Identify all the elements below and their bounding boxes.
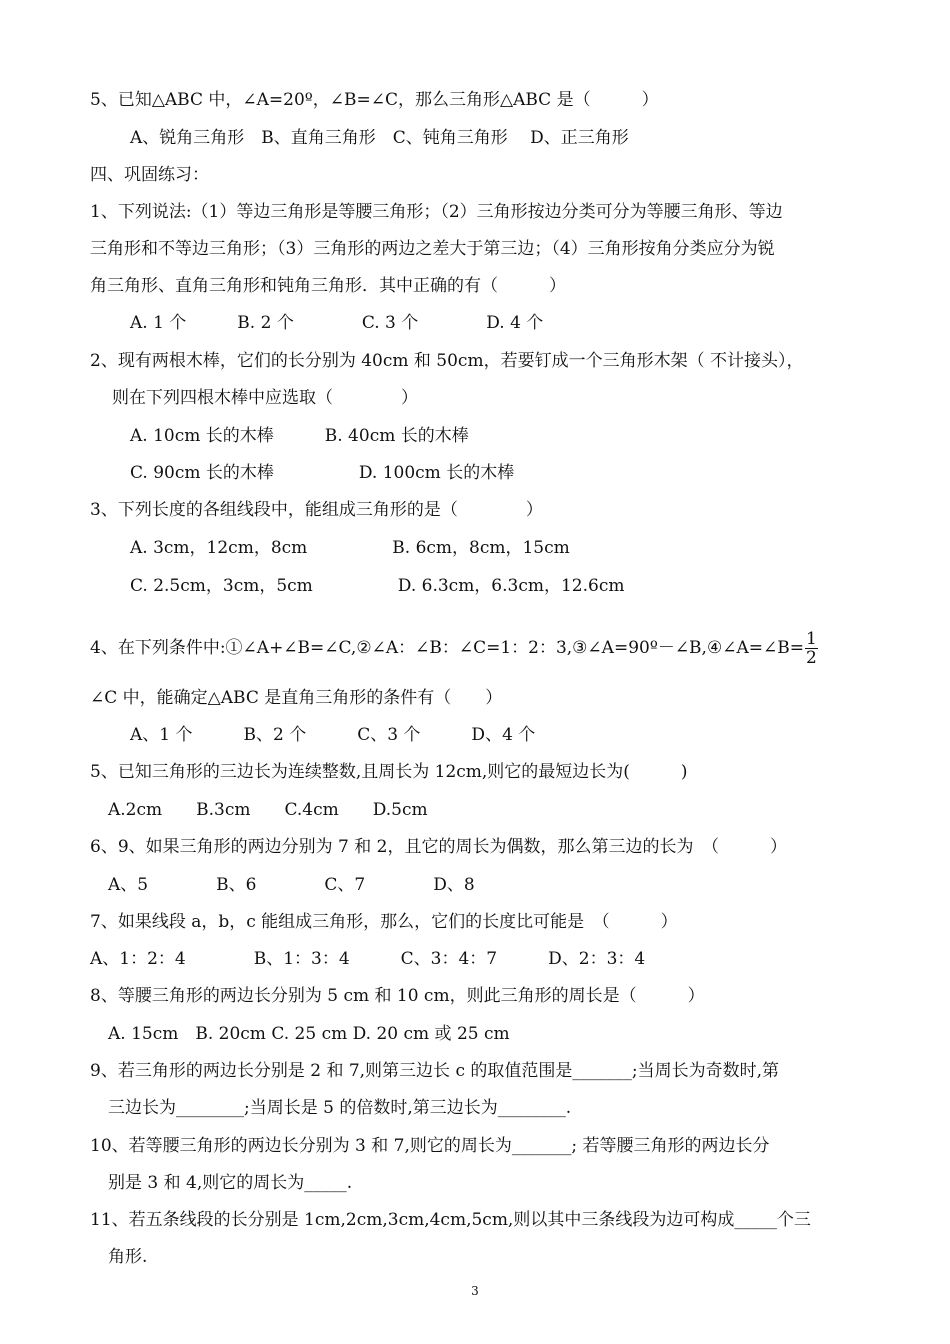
fraction-denominator: 2 <box>805 648 817 668</box>
exercise-1-line-3: 角三角形、直角三角形和钝角三角形．其中正确的有（ ） <box>90 276 566 296</box>
exercise-10-line-1: 10、若等腰三角形的两边长分别为 3 和 7,则它的周长为_______; 若等腰三角形的两边长分 <box>90 1136 770 1156</box>
exercise-7-options: A、1：2：4 B、1：3：4 C、3：4：7 D、2：3：4 <box>90 949 646 969</box>
section-heading: 四、巩固练习： <box>90 165 209 185</box>
exercise-9-line-1: 9、若三角形的两边长分别是 2 和 7,则第三边长 c 的取值范围是_______;当周长为奇数时,第 <box>90 1061 780 1081</box>
question-5-options: A、锐角三角形 B、直角三角形 C、钝角三角形 D、正三角形 <box>130 128 629 148</box>
exercise-8-options: A. 15cm B. 20cm C. 25 cm D. 20 cm 或 25 cm <box>108 1024 510 1044</box>
exercise-6-stem: 6、9、如果三角形的两边分别为 7 和 2，且它的周长为偶数，那么第三边的长为 （ ） <box>90 837 787 857</box>
exercise-4-options: A、1 个 B、2 个 C、3 个 D、4 个 <box>130 725 536 745</box>
exercise-9-line-2: 三边长为________;当周长是 5 的倍数时,第三边长为________. <box>108 1098 572 1118</box>
exercise-4-conditions: 4、在下列条件中:①∠A+∠B=∠C,②∠A：∠B：∠C=1：2：3,③∠A=90º－∠B,④∠A=∠B= <box>90 638 804 658</box>
exercise-11-line-1: 11、若五条线段的长分别是 1cm,2cm,3cm,4cm,5cm,则以其中三条线段为边可构成_____个三 <box>90 1210 811 1230</box>
exercise-1-options: A. 1 个 B. 2 个 C. 3 个 D. 4 个 <box>130 313 544 333</box>
exercise-3-options-cd: C. 2.5cm，3cm，5cm D. 6.3cm，6.3cm，12.6cm <box>130 576 625 596</box>
fraction-numerator: 1 <box>805 629 817 649</box>
exercise-4-line-2: ∠C 中，能确定△ABC 是直角三角形的条件有（ ） <box>90 688 503 708</box>
exercise-3-stem: 3、下列长度的各组线段中，能组成三角形的是（ ） <box>90 500 543 520</box>
exercise-11-line-2: 角形. <box>108 1247 148 1267</box>
exercise-6-options: A、5 B、6 C、7 D、8 <box>108 875 475 895</box>
exercise-5-options: A.2cm B.3cm C.4cm D.5cm <box>108 800 428 820</box>
exercise-1-line-1: 1、下列说法:（1）等边三角形是等腰三角形；（2）三角形按边分类可分为等腰三角形、等边 <box>90 202 783 222</box>
exercise-2-line-1: 2、现有两根木棒，它们的长分别为 40cm 和 50cm，若要钉成一个三角形木架（ 不计接头）， <box>90 351 804 371</box>
exercise-5-stem: 5、已知三角形的三边长为连续整数,且周长为 12cm,则它的最短边长为( ) <box>90 762 688 782</box>
exercise-2-options-cd: C. 90cm 长的木棒 D. 100cm 长的木棒 <box>130 463 515 483</box>
exercise-1-line-2: 三角形和不等边三角形；（3）三角形的两边之差大于第三边；（4）三角形按角分类应分为锐 <box>90 239 775 259</box>
question-5-header: 5、已知△ABC 中，∠A=20º，∠B=∠C，那么三角形△ABC 是（ ） <box>90 90 659 110</box>
exercise-8-stem: 8、等腰三角形的两边长分别为 5 cm 和 10 cm，则此三角形的周长是（ ） <box>90 986 705 1006</box>
exercise-2-options-ab: A. 10cm 长的木棒 B. 40cm 长的木棒 <box>130 426 469 446</box>
exercise-10-line-2: 别是 3 和 4,则它的周长为_____. <box>108 1173 353 1193</box>
fraction-one-half <box>805 630 818 667</box>
exercise-4-line-1 <box>90 626 818 670</box>
exercise-3-options-ab: A. 3cm，12cm，8cm B. 6cm，8cm，15cm <box>130 538 570 558</box>
exercise-2-line-2: 则在下列四根木棒中应选取（ ） <box>112 388 418 408</box>
exercise-7-stem: 7、如果线段 a，b，c 能组成三角形，那么，它们的长度比可能是 （ ） <box>90 912 678 932</box>
page-number: 3 <box>471 1284 479 1298</box>
